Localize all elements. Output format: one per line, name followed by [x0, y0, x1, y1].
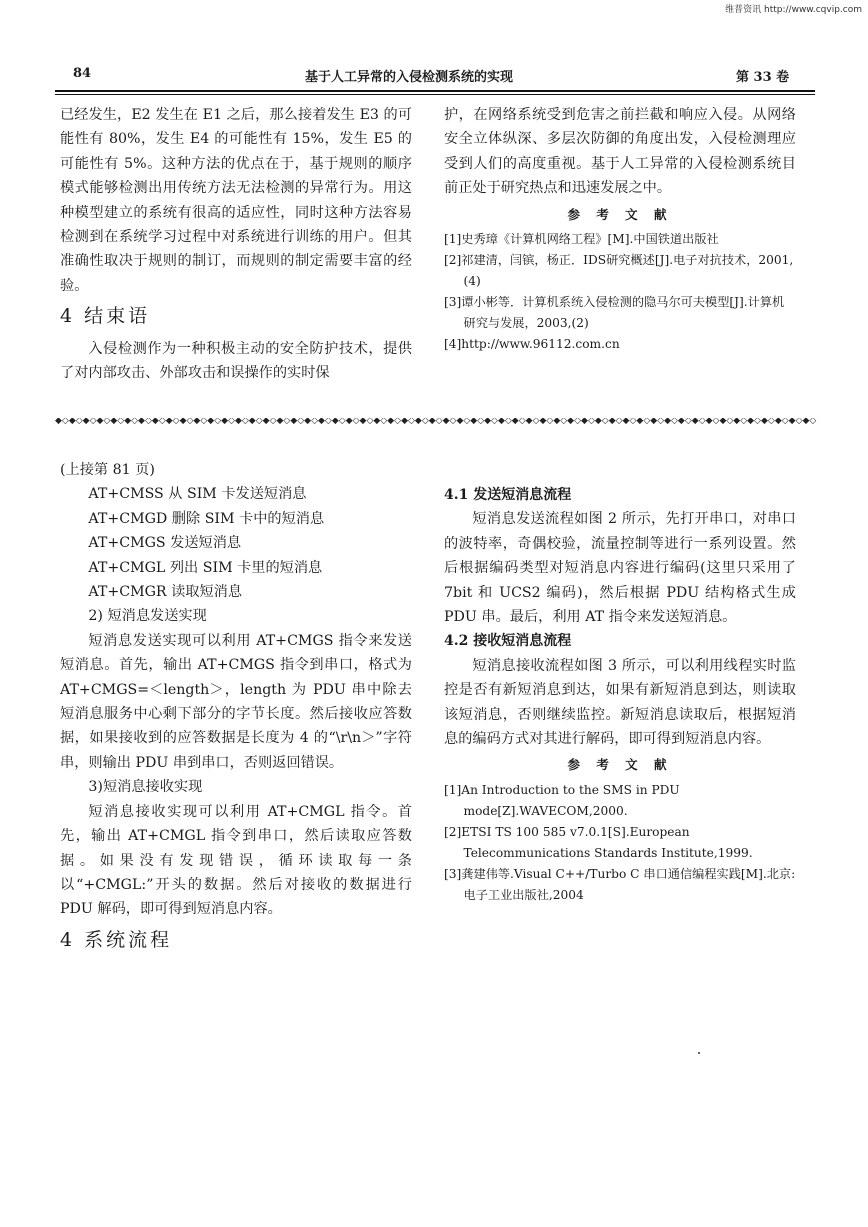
header-rule-thin — [55, 94, 815, 95]
volume-label: 第 33 卷 — [736, 70, 790, 85]
subsection-heading: 4.2 接收短消息流程 — [444, 633, 572, 650]
page-number: 84 — [73, 66, 92, 81]
paragraph: 已经发生，E2 发生在 E1 之后，那么接着发生 E3 的可能性有 80%，发生 E4 的可能性有 15%，发生 E5 的可能性有 5%。这种方法的优点在于，基于规则的顺序模式能够检测出用传统方法无法检测的异常行为。用这种模型建立的系统有很高的适应性，同时这种方法容易检测到在系统学习过程中对系统进行训练的用户。但其准确性取决于规则的制订，而规则的制定需要丰富的经验。 — [60, 107, 412, 294]
subheading-receive: 3)短消息接收实现 — [88, 779, 203, 796]
paragraph: 短消息发送实现可以利用 AT+CMGS 指令来发送短消息。首先，输出 AT+CMGS 指令到串口，格式为 AT+CMGS=＜length＞，length 为 PDU 串中除去短消息服务中心剩下部分的字节长度。然后接收应答数据，如果接收到的应答数据是长度为 4 的“\r\n＞”字符串，则输出 PDU 串到串口，否则返回错误。 — [60, 632, 412, 771]
paragraph: 入侵检测作为一种积极主动的安全防护技术，提供了对内部攻击、外部攻击和误操作的实时保 — [60, 340, 412, 382]
reference-item: [3]龚建伟等.Visual C++/Turbo C 串口通信编程实践[M].北京:电子工业出版社,2004 — [444, 866, 796, 902]
reference-item: [1]史秀璋《计算机网络工程》[M].中国铁道出版社 — [444, 232, 719, 247]
header-rule — [55, 90, 815, 92]
running-title: 基于人工异常的入侵检测系统的实现 — [305, 70, 514, 85]
continuation-note: (上接第 81 页) — [60, 462, 155, 478]
paragraph: 短消息接收实现可以利用 AT+CMGL 指令。首先，输出 AT+CMGL 指令到串口，然后读取应答数据。如果没有发现错误，循环读取每一条以“+CMGL:”开头的数据。然后对接收的数据进行 PDU 解码，即可得到短消息内容。 — [60, 803, 412, 918]
reference-item: [2]ETSI TS 100 585 v7.0.1[S].European Telecommunications Standards Institute,1999. — [444, 824, 753, 860]
top-right-column — [444, 103, 796, 355]
paragraph: 短消息发送流程如图 2 所示，先打开串口，对串口的波特率，奇偶校验，流量控制等进行一系列设置。然后根据编码类型对短消息内容进行编码(这里只采用了 7bit 和 UCS2 编码)，然后根据 PDU 结构格式生成 PDU 串。最后，利用 AT 指令来发送短消息。 — [444, 511, 796, 626]
section-heading-system-flow: 4 系统流程 — [60, 928, 173, 951]
command-item: AT+CMGL 列出 SIM 卡里的短消息 — [88, 559, 323, 576]
command-item: AT+CMGS 发送短消息 — [88, 535, 242, 552]
paragraph: 护，在网络系统受到危害之前拦截和响应入侵。从网络安全立体纵深、多层次防御的角度出发，入侵检测理应受到人们的高度重视。基于人工异常的入侵检测系统目前正处于研究热点和迅速发展之中。 — [444, 107, 796, 197]
command-item: AT+CMGD 删除 SIM 卡中的短消息 — [88, 510, 325, 527]
reference-item: [1]An Introduction to the SMS in PDU mode[Z].WAVECOM,2000. — [444, 782, 680, 818]
references-heading: 参 考 文 献 — [567, 206, 673, 222]
reference-item: [2]祁建清，闫镔，杨正．IDS研究概述[J].电子对抗技术，2001,(4) — [444, 253, 794, 289]
watermark: 维普资讯 http://www.cqvip.com — [725, 5, 862, 15]
bottom-left-column — [60, 458, 412, 960]
command-item: AT+CMSS 从 SIM 卡发送短消息 — [88, 486, 307, 503]
bottom-right-column — [444, 483, 796, 906]
subheading-send: 2) 短消息发送实现 — [88, 608, 207, 625]
references-heading: 参 考 文 献 — [567, 757, 673, 773]
top-left-column — [60, 103, 412, 385]
subsection-heading: 4.1 发送短消息流程 — [444, 487, 572, 503]
command-item: AT+CMGR 读取短消息 — [88, 584, 243, 601]
article-divider: ◆◇◆◇◆◇◆◇◆◇◆◇◆◇◆◇◆◇◆◇◆◇◆◇◆◇◆◇◆◇◆◇◆◇◆◇◆◇◆◇◆◇◆◇◆◇◆◇◆◇◆◇◆◇◆◇◆◇◆◇◆◇◆◇◆◇◆◇◆◇◆◇◆◇◆◇◆◇◆◇◆◇◆◇◆◇◆◇◆◇◆◇◆◇◆◇◆◇◆◇◆◇◆◇◆◇◆◇◆◇ — [55, 418, 817, 424]
reference-item: [4]http://www.96112.com.cn — [444, 337, 620, 352]
section-heading-conclusion: 4 结束语 — [60, 305, 151, 328]
paragraph: 短消息接收流程如图 3 所示，可以利用线程实时监控是否有新短消息到达，如果有新短消息到达，则读取该短消息，否则继续监控。新短消息读取后，根据短消息的编码方式对其进行解码，即可得到短消息内容。 — [444, 657, 796, 748]
reference-item: [3]谭小彬等．计算机系统入侵检测的隐马尔可夫模型[J].计算机研究与发展，2003,(2) — [444, 295, 785, 331]
stray-mark — [698, 1052, 700, 1054]
